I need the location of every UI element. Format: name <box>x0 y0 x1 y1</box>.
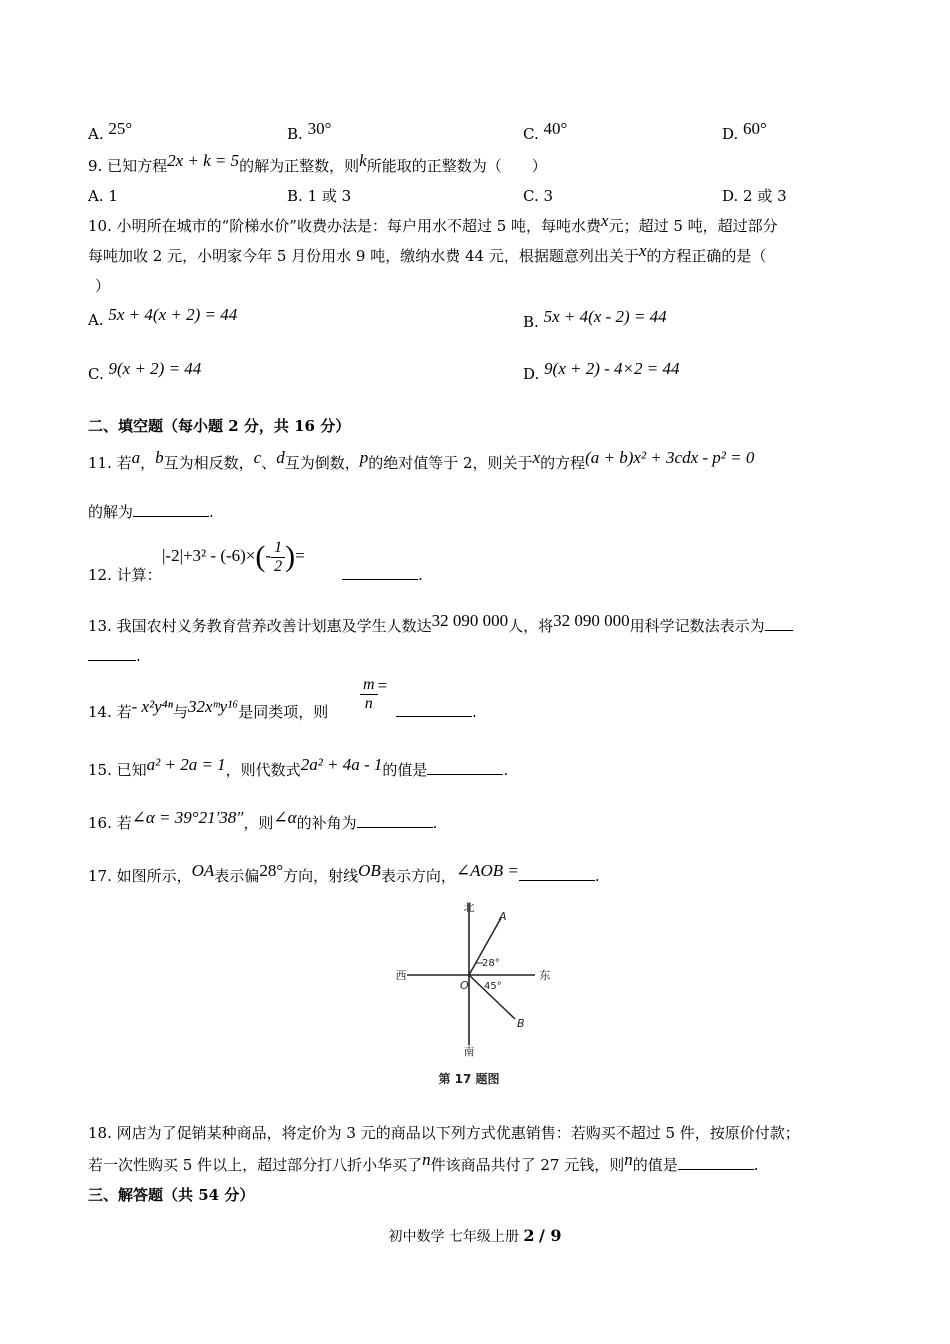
figure-caption: 第 17 题图 <box>438 1072 500 1086</box>
page-total: / 9 <box>538 1226 562 1245</box>
answer-blank[interactable] <box>519 866 595 881</box>
question-11: 11. 若a，b互为相反数，c、d互为倒数，p的绝对值等于 2，则关于x的方程(a + b)x² + 3cdx - p² = 0 <box>88 448 755 472</box>
q12-expression: |-2|+3² - (-6)×(- $\frac{1}{2}$ )= <box>162 538 305 575</box>
question-10-line-1: 10. 小明所在城市的“阶梯水价”收费办法是：每户用水不超过 5 吨，每吨水费x元；超过 5 吨，超过部分 <box>88 211 778 235</box>
question-10-line-3: ） <box>95 277 111 295</box>
answer-blank[interactable] <box>342 565 418 580</box>
q8-option-b: B. 30° <box>287 119 332 143</box>
answer-blank[interactable] <box>765 616 793 631</box>
question-10-line-2: 每吨加收 2 元，小明家今年 5 月份用水 9 吨，缴纳水费 44 元，根据题意列出关于x的方程正确的是（ <box>88 241 767 265</box>
point-o-label: O <box>460 979 469 992</box>
question-11-answer: 的解为 . <box>88 503 214 521</box>
question-18-line-1: 18. 网店为了促销某种商品，将定价为 3 元的商品以下列方式优惠销售：若购买不超过 5 件，按原价付款； <box>88 1124 800 1142</box>
question-14: 14. 若- x²y⁴ⁿ与32xᵐy¹⁶是同类项，则 <box>88 697 329 721</box>
q14-answer: . <box>396 702 477 722</box>
q12-answer: . <box>342 565 423 585</box>
section-2-title: 二、填空题（每小题 2 分，共 16 分） <box>88 417 351 435</box>
q9-option-a: A. 1 <box>88 187 118 205</box>
question-13-cont: . <box>88 646 141 666</box>
q10-option-c: C. 9(x + 2) = 44 <box>88 359 202 383</box>
section-3-title: 三、解答题（共 54 分） <box>88 1186 255 1204</box>
answer-blank[interactable] <box>427 760 503 775</box>
angle-a-label: 28° <box>482 958 500 969</box>
q8-option-c: C. 40° <box>523 119 568 143</box>
north-label: 北 <box>463 901 475 914</box>
point-a-label: A <box>499 910 507 923</box>
south-label: 南 <box>463 1045 475 1058</box>
q10-option-a: A. 5x + 4(x + 2) = 44 <box>88 305 238 329</box>
page-number: 2 <box>523 1226 535 1245</box>
question-18-line-2: 若一次性购买 5 件以上，超过部分打八折小华买了n件该商品共付了 27 元钱，则n的值是 . <box>88 1150 759 1174</box>
q9-option-b: B. 1 或 3 <box>287 187 352 205</box>
answer-blank[interactable] <box>357 813 433 828</box>
q10-option-d: D. 9(x + 2) - 4×2 = 44 <box>523 359 680 383</box>
question-15: 15. 已知a² + 2a = 1，则代数式2a² + 4a - 1的值是 . <box>88 755 509 779</box>
q10-option-b: B. 5x + 4(x - 2) = 44 <box>523 307 667 331</box>
footer-text: 初中数学 七年级上册 <box>388 1229 519 1245</box>
answer-blank[interactable] <box>396 702 472 717</box>
point-b-label: B <box>517 1017 525 1030</box>
page-footer <box>0 1226 950 1246</box>
question-17: 17. 如图所示，OA表示偏28°方向，射线OB表示方向，∠AOB = . <box>88 861 600 885</box>
question-13: 13. 我国农村义务教育营养改善计划惠及学生人数达32 090 000人，将32 090 000用科学记数法表示为 <box>88 616 793 636</box>
question-9: 9. 已知方程2x + k = 5的解为正整数，则k所能取的正整数为（ ） <box>88 151 547 175</box>
q14-fraction: $\frac{m}{n}$ = <box>360 676 387 713</box>
q9-option-d: D. 2 或 3 <box>722 187 787 205</box>
west-label: 西 <box>395 969 407 982</box>
q8-option-a: A. 25° <box>88 119 133 143</box>
answer-blank[interactable] <box>88 646 136 661</box>
question-16: 16. 若∠α = 39°21′38″，则∠α的补角为 . <box>88 808 438 832</box>
q8-option-d: D. 60° <box>722 119 767 143</box>
q9-option-c: C. 3 <box>523 187 554 205</box>
east-label: 东 <box>539 969 551 982</box>
angle-b-label: 45° <box>484 981 502 992</box>
answer-blank[interactable] <box>133 502 209 517</box>
compass-figure <box>385 895 565 1095</box>
answer-blank[interactable] <box>678 1155 754 1170</box>
question-12: 12. 计算： <box>88 566 162 584</box>
